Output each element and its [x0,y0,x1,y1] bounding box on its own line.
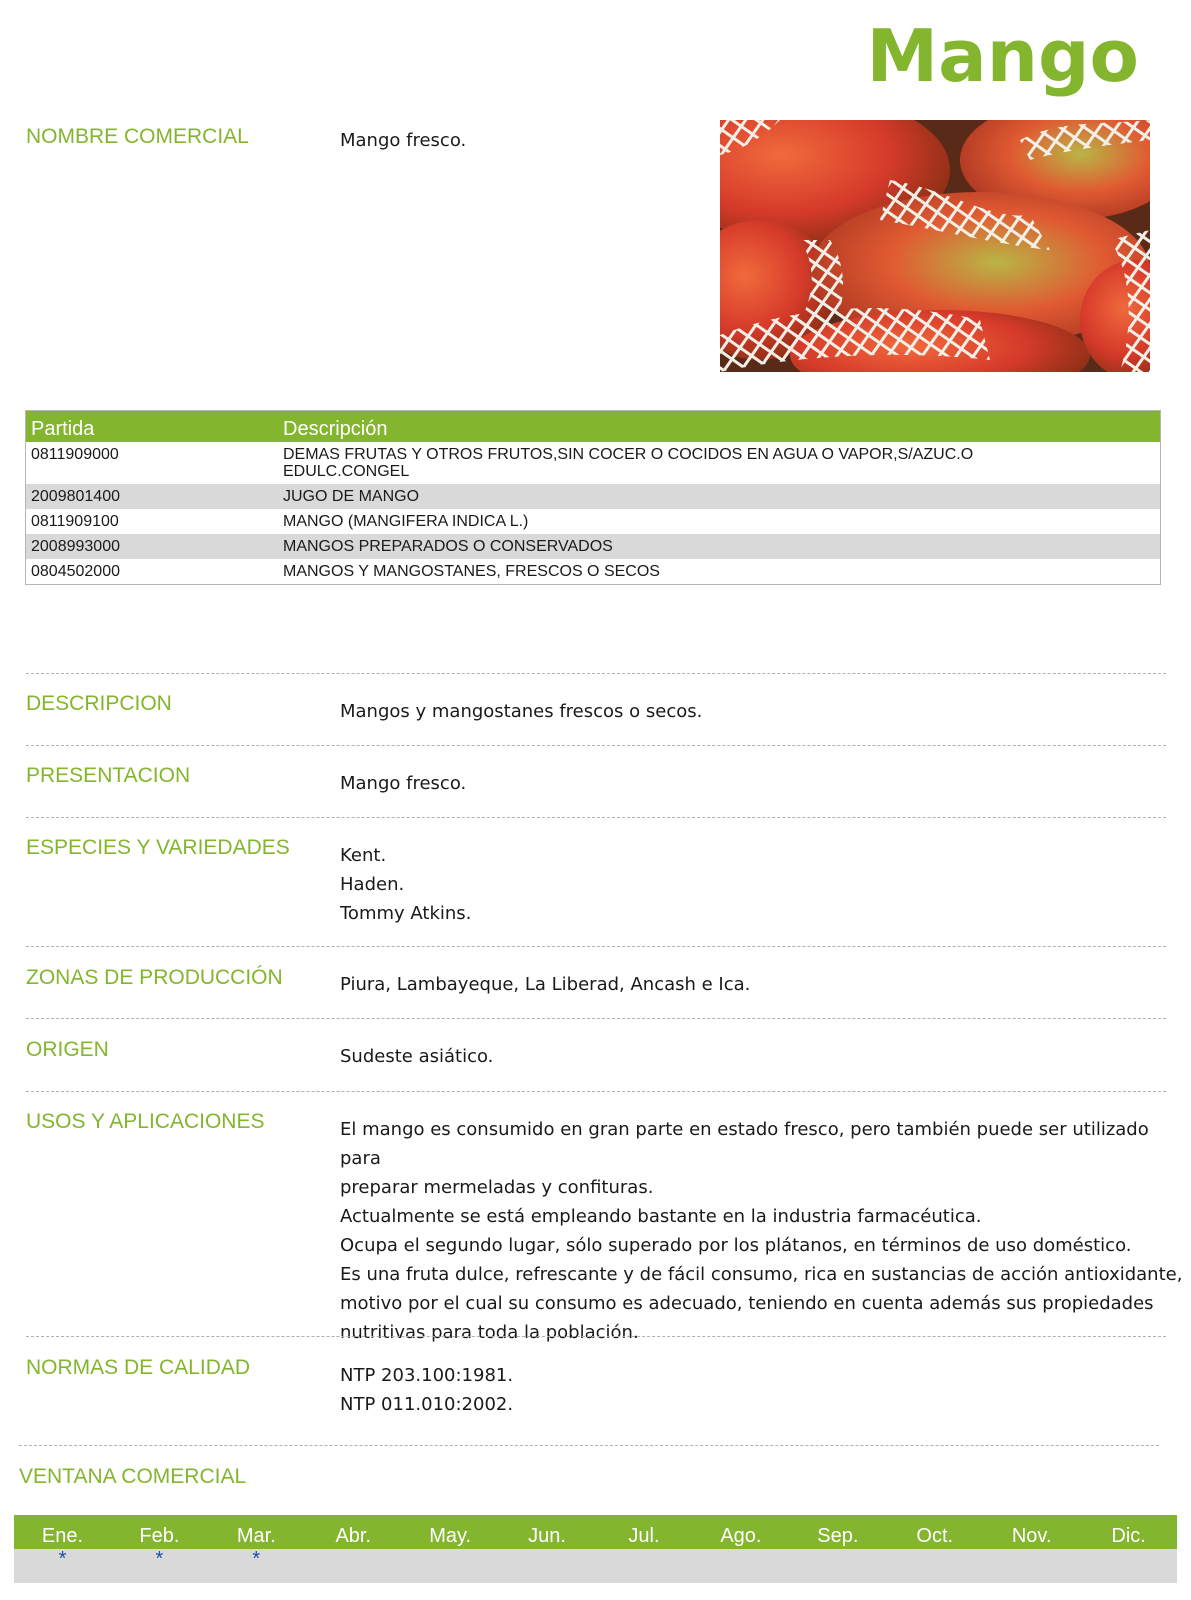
section-divider [26,946,1166,947]
especie-item: Haden. [340,874,405,895]
ventana-label: VENTANA COMERCIAL [19,1465,247,1488]
section-divider [26,1018,1166,1019]
tariff-header-descripcion: Descripción [278,411,1161,443]
month-label: May. [429,1525,472,1547]
month-mark [499,1549,596,1583]
month-mark [402,1549,499,1583]
commercial-calendar [14,1515,1177,1583]
month-mark [1080,1549,1177,1583]
zonas-label: ZONAS DE PRODUCCIÓN [26,966,283,989]
month-mark [789,1549,886,1583]
section-divider [26,673,1166,674]
section-divider [26,745,1166,746]
tariff-desc-line: EDULC.CONGEL [283,463,410,480]
tariff-desc: JUGO DE MANGO [278,484,1161,509]
especies-list [340,841,471,928]
tariff-desc: MANGO (MANGIFERA INDICA L.) [278,509,1161,534]
month-mark-row [14,1549,1177,1583]
month-label: Ago. [720,1525,762,1547]
tariff-code: 0811909000 [26,442,279,484]
tariff-code: 0804502000 [26,559,279,585]
table-row [26,559,1161,585]
mango-photo [720,120,1150,372]
tariff-code: 2008993000 [26,534,279,559]
especie-item: Kent. [340,845,387,866]
tariff-header-partida: Partida [26,411,279,443]
month-mark [886,1549,983,1583]
table-row [26,484,1161,509]
month-label: Jun. [528,1525,566,1547]
section-divider [26,1091,1166,1092]
especie-item: Tommy Atkins. [340,903,472,924]
usos-line: nutritivas para toda la población. [340,1322,639,1343]
usos-label: USOS Y APLICACIONES [26,1110,265,1133]
descripcion-value: Mangos y mangostanes frescos o secos. [340,701,703,722]
month-label: Sep. [817,1525,859,1547]
tariff-code: 2009801400 [26,484,279,509]
month-mark [596,1549,693,1583]
month-label: Abr. [335,1525,372,1547]
month-mark: * [155,1548,164,1570]
month-label: Oct. [916,1525,954,1547]
month-mark: * [252,1548,261,1570]
section-divider [19,1445,1159,1446]
usos-text [340,1115,1184,1347]
month-label: Feb. [139,1525,180,1547]
usos-line: El mango es consumido en gran parte en estado fresco, pero también puede ser utilizado para [340,1119,1149,1169]
section-divider [26,817,1166,818]
section-divider [26,1336,1166,1337]
tariff-desc: MANGOS Y MANGOSTANES, FRESCOS O SECOS [278,559,1161,585]
month-mark: * [58,1548,67,1570]
normas-label: NORMAS DE CALIDAD [26,1356,251,1379]
month-label: Nov. [1011,1525,1052,1547]
month-label: Mar. [236,1525,276,1547]
table-row [26,509,1161,534]
tariff-desc [278,442,1161,484]
month-mark [692,1549,789,1583]
nombre-comercial-label: NOMBRE COMERCIAL [26,125,249,148]
tariff-header-row [26,411,1161,443]
table-row [26,534,1161,559]
month-mark [983,1549,1080,1583]
month-label: Dic. [1111,1525,1146,1547]
normas-list [340,1361,513,1419]
month-mark [305,1549,402,1583]
tariff-desc: MANGOS PREPARADOS O CONSERVADOS [278,534,1161,559]
usos-line: motivo por el cual su consumo es adecuado, teniendo en cuenta además sus propiedades [340,1293,1154,1314]
presentacion-label: PRESENTACION [26,764,191,787]
zonas-value: Piura, Lambayeque, La Liberad, Ancash e Ica. [340,974,751,995]
usos-line: Actualmente se está empleando bastante en la industria farmacéutica. [340,1206,982,1227]
nombre-comercial-value: Mango fresco. [340,130,467,151]
origen-label: ORIGEN [26,1038,109,1061]
tariff-table [25,410,1161,585]
usos-line: preparar mermeladas y confituras. [340,1177,654,1198]
table-row [26,442,1161,484]
usos-line: Ocupa el segundo lugar, sólo superado por los plátanos, en términos de uso doméstico. [340,1235,1132,1256]
norma-item: NTP 011.010:2002. [340,1394,514,1415]
especies-label: ESPECIES Y VARIEDADES [26,836,290,859]
tariff-code: 0811909100 [26,509,279,534]
descripcion-label: DESCRIPCION [26,692,172,715]
month-label: Jul. [628,1525,660,1547]
month-label: Ene. [41,1525,84,1547]
usos-line: Es una fruta dulce, refrescante y de fácil consumo, rica en sustancias de acción antioxidante, [340,1264,1183,1285]
month-header-row [14,1515,1177,1549]
presentacion-value: Mango fresco. [340,773,467,794]
tariff-desc-line: DEMAS FRUTAS Y OTROS FRUTOS,SIN COCER O COCIDOS EN AGUA O VAPOR,S/AZUC.O [283,446,974,463]
page-title: Mango [866,14,1139,98]
norma-item: NTP 203.100:1981. [340,1365,514,1386]
origen-value: Sudeste asiático. [340,1046,494,1067]
